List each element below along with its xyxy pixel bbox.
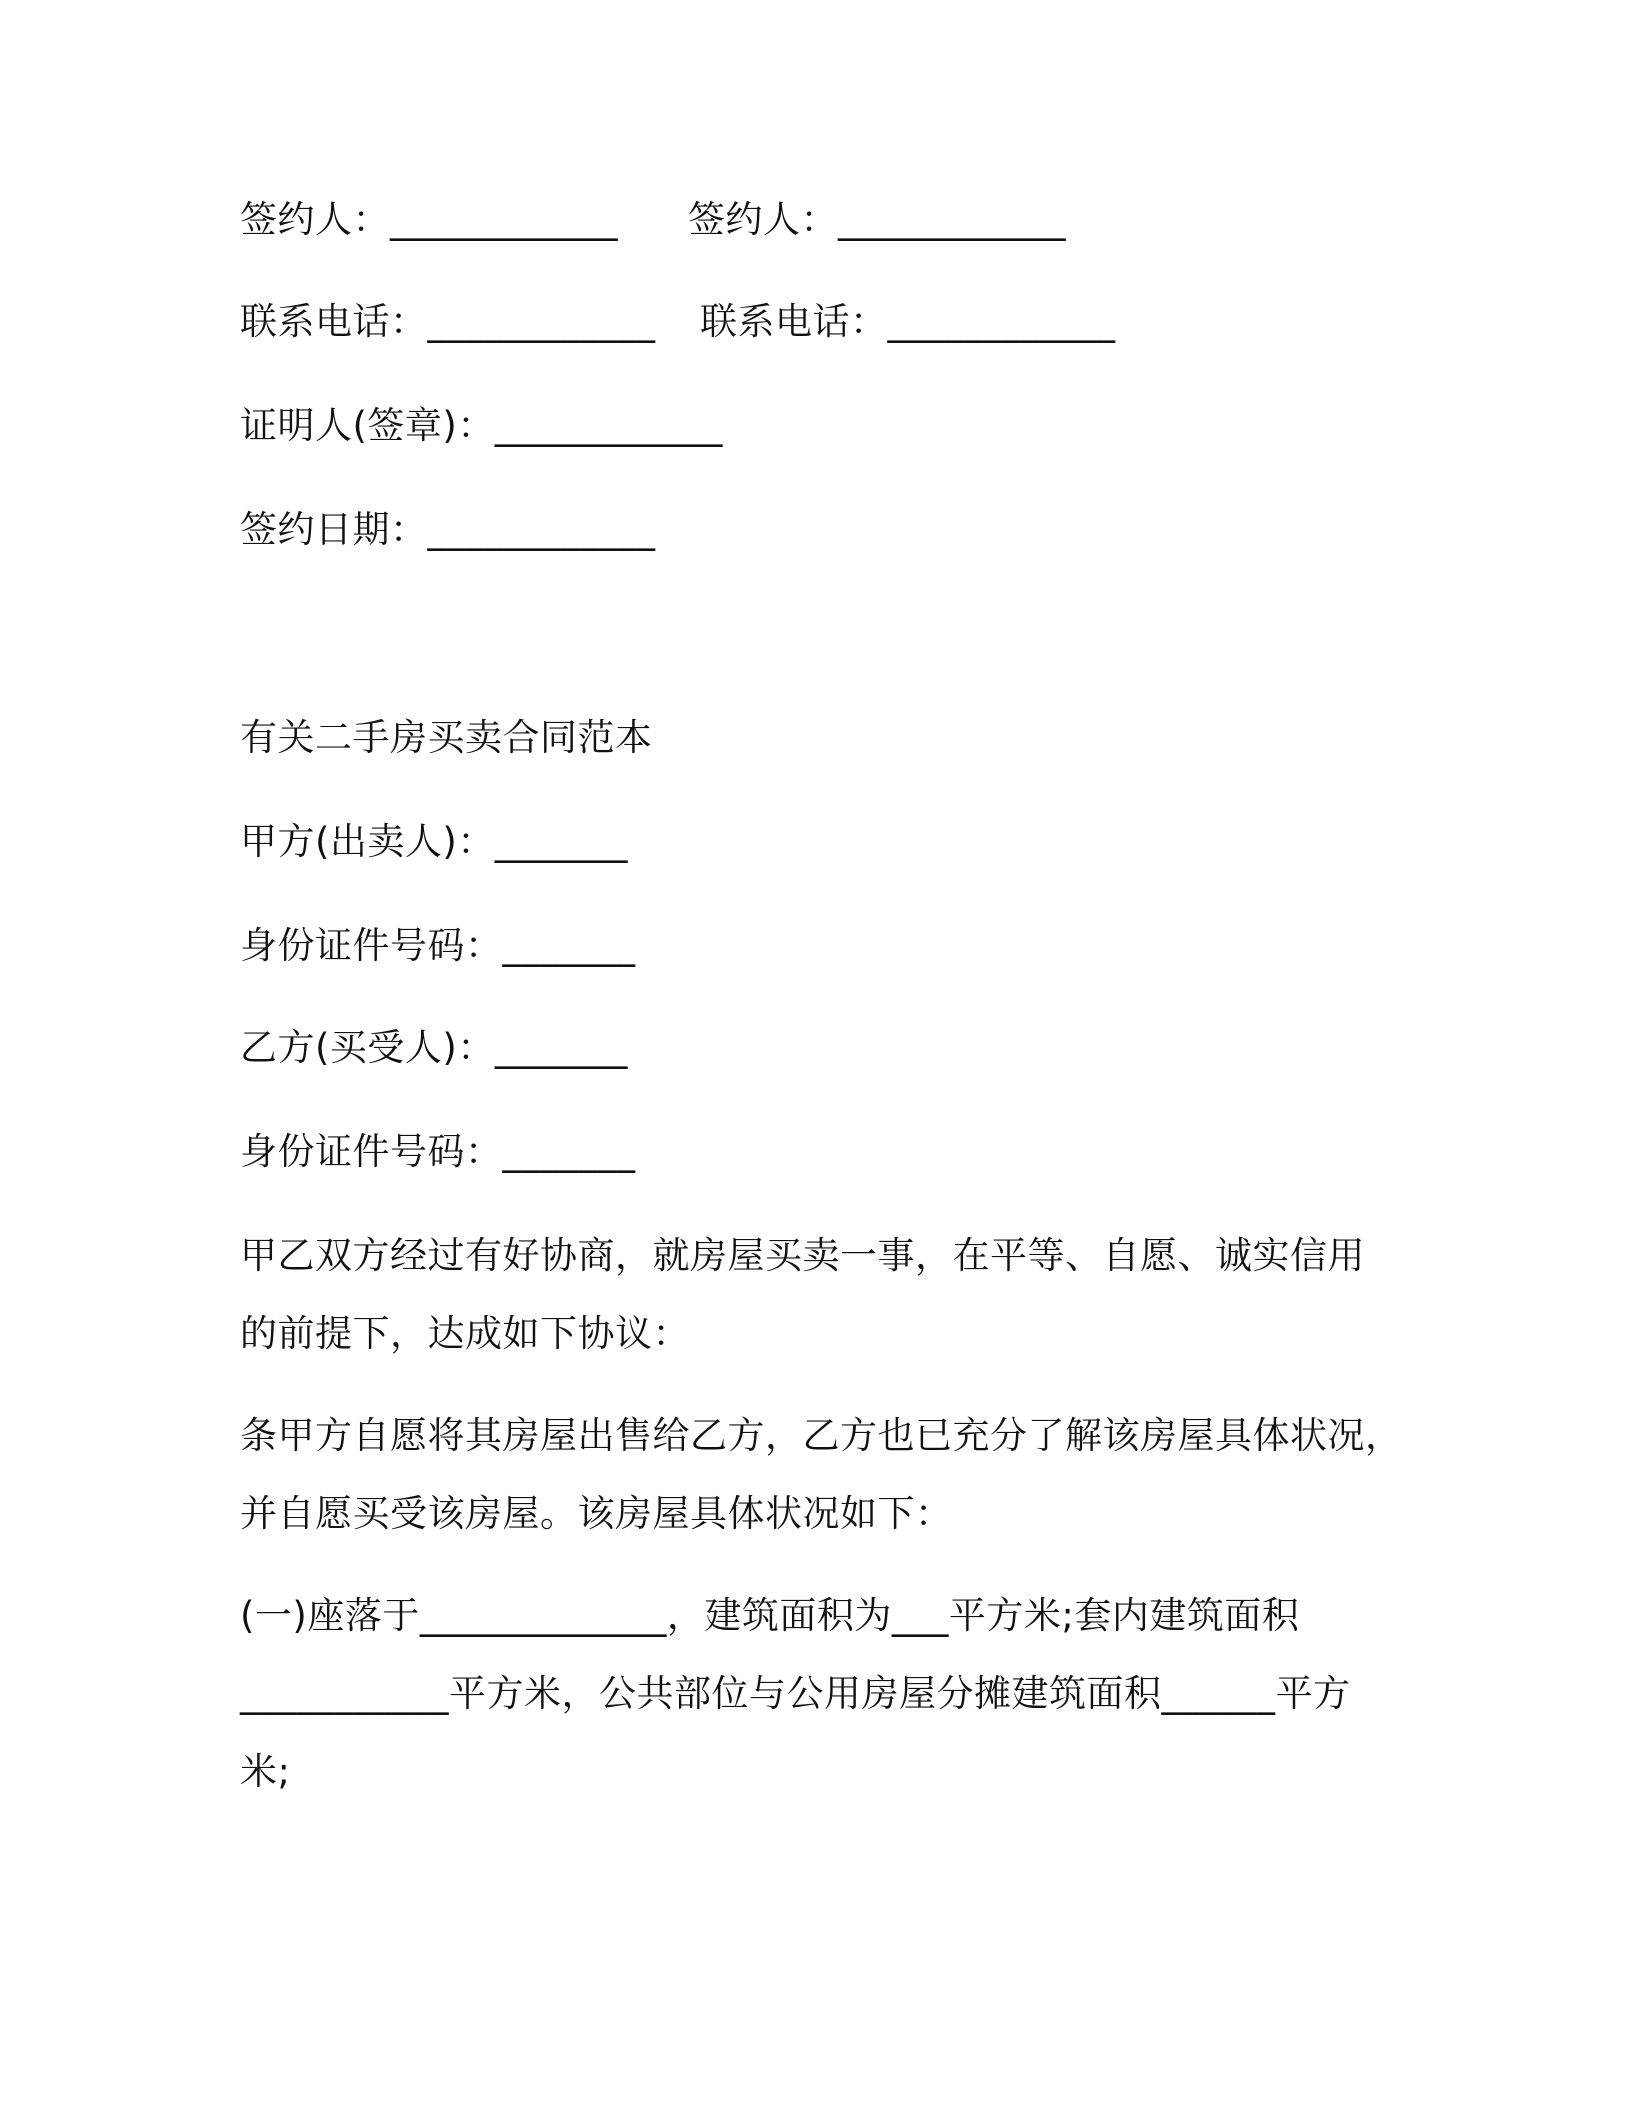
item1-line-2: ___________平方米，公共部位与公用房屋分摊建筑面积______平方	[240, 1672, 1351, 1715]
phone-row	[240, 300, 1116, 344]
item1-line-1: (一)座落于_____________，建筑面积为___平方米;套内建筑面积	[240, 1594, 1300, 1637]
signer-right: 签约人：____________	[688, 198, 1066, 241]
article1-line-2: 并自愿买受该房屋。该房屋具体状况如下：	[240, 1492, 953, 1535]
intro-line-2: 的前提下，达成如下协议：	[240, 1312, 690, 1355]
witness-line: 证明人(签章)：____________	[240, 404, 723, 447]
sign-date-line: 签约日期：____________	[240, 508, 656, 551]
signer-row	[240, 198, 1066, 242]
item1-line-3: 米;	[240, 1750, 291, 1793]
intro-line-1: 甲乙双方经过有好协商，就房屋买卖一事，在平等、自愿、诚实信用	[240, 1234, 1365, 1277]
party-b-line: 乙方(买受人)：_______	[240, 1026, 628, 1069]
phone-left: 联系电话：____________	[240, 300, 656, 343]
contract-title: 有关二手房买卖合同范本	[240, 716, 653, 759]
article1-line-1: 条甲方自愿将其房屋出售给乙方，乙方也已充分了解该房屋具体状况，	[240, 1414, 1403, 1457]
party-b-id-line: 身份证件号码：_______	[240, 1130, 636, 1173]
party-a-id-line: 身份证件号码：_______	[240, 924, 636, 967]
party-a-line: 甲方(出卖人)：_______	[240, 820, 628, 863]
phone-right: 联系电话：____________	[700, 300, 1116, 343]
signer-left: 签约人：____________	[240, 198, 618, 241]
